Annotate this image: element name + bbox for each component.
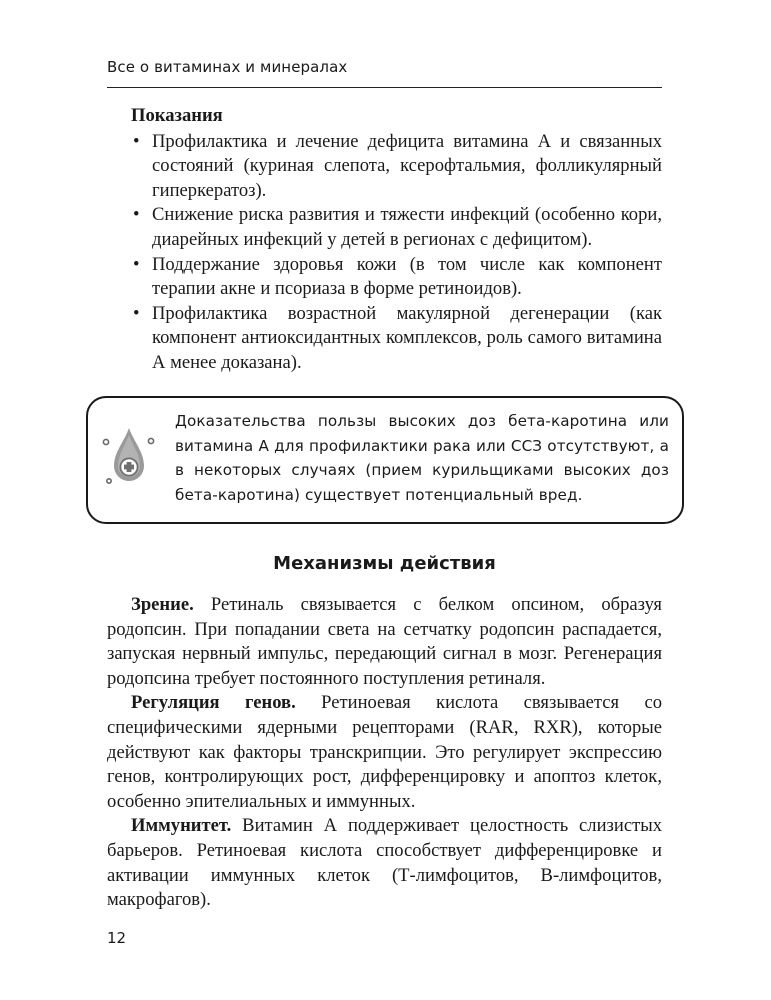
list-item-text: Снижение риска развития и тяжести инфекций (особенно кори, диарейных инфекций у детей в регионах с дефицитом).	[152, 204, 662, 250]
list-item	[107, 253, 662, 302]
paragraph-text: Витамин А поддерживает целостность слизистых барьеров. Ретиноевая кислота способствует дифференцировке и активации иммунных клеток (Т-лимфоцитов, В-лимфоцитов, макрофагов).	[107, 815, 662, 911]
bullet-glyph: •	[133, 302, 140, 324]
bullet-glyph: •	[133, 253, 140, 275]
bullet-glyph: •	[133, 204, 140, 226]
paragraph-term: Зрение.	[131, 594, 194, 615]
list-item	[107, 302, 662, 376]
paragraph-text: Ретиналь связывается с белком опсином, образуя родопсин. При попадании света на сетчатку родопсин распадается, запуская нервный импульс, передающий сигнал в мозг. Регенерация родопсина требует постоянного поступления ретиналя.	[107, 594, 662, 689]
list-item-text: Профилактика и лечение дефицита витамина А и связанных состояний (куриная слепота, ксерофтальмия, фолликулярный гиперкератоз).	[152, 130, 662, 201]
paragraph-gene-regulation	[107, 691, 662, 814]
indications-section	[107, 104, 662, 376]
paragraph-term: Регуляция генов.	[131, 692, 296, 714]
indications-heading: Показания	[131, 105, 223, 126]
note-text: Доказательства пользы высоких доз бета-каротина или витамина А для профилактики рака или ССЗ отсутствуют, а в некоторых случаях (прием курильщиками высоких доз бета-каротина) существует потенциальный вред.	[175, 412, 669, 504]
note-box	[86, 396, 684, 524]
paragraph-immunity	[107, 814, 662, 912]
list-item-text: Поддержание здоровья кожи (в том числе как компонент терапии акне и псориаза в форме ретиноидов).	[152, 253, 662, 300]
header-rule	[107, 87, 662, 88]
bullet-glyph: •	[133, 130, 140, 152]
indications-list	[107, 130, 662, 376]
running-header: Все о витаминах и минералах	[107, 58, 348, 76]
paragraph-term: Иммунитет.	[131, 815, 232, 837]
list-item	[107, 203, 662, 252]
paragraph-vision	[107, 593, 662, 691]
mechanisms-body	[107, 593, 662, 913]
list-item-text: Профилактика возрастной макулярной дегенерации (как компонент антиоксидантных комплексов, роль самого витамина А менее доказана).	[152, 302, 662, 373]
paragraph-text: Ретиноевая кислота связывается со специфическими ядерными рецепторами (RAR, RXR), которые действуют как факторы транскрипции. Это регулирует экспрессию генов, контролирующих рост, дифференцировку и апоптоз клеток, особенно эпителиальных и иммунных.	[107, 692, 662, 812]
medical-drop-icon	[100, 424, 160, 494]
list-item	[107, 130, 662, 204]
page-number: 12	[107, 929, 127, 947]
mechanisms-heading: Механизмы действия	[273, 553, 496, 574]
